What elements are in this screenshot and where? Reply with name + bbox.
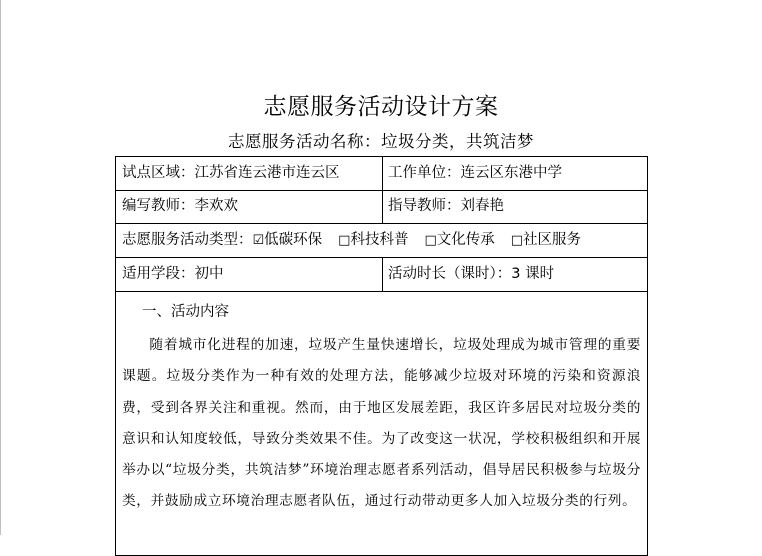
activity-type-option-label: 低碳环保 <box>264 232 323 248</box>
activity-type-cell <box>122 230 581 251</box>
content-paragraph: 随着城市化进程的加速，垃圾产生量快速增长，垃圾处理成为城市管理的重要课题。垃圾分类作为一种有效的处理方法，能够减少垃圾对环境的污染和资源浪费，受到各界关注和重视。然而，由于地区发展差距，我区许多居民对垃圾分类的意识和认知度较低，导致分类效果不佳。为了改变这一状况，学校积极组织和开展举办以“垃圾分类，共筑洁梦”环境治理志愿者系列活动，倡导居民积极参与垃圾分类，并鼓励成立环境治理志愿者队伍，通过行动带动更多人加入垃圾分类的行列。 <box>122 337 641 510</box>
table-column-divider <box>382 257 383 292</box>
activity-type-option-label: 社区服务 <box>523 232 582 248</box>
guide-teacher-cell: 指导教师：刘春艳 <box>388 198 504 214</box>
school-level-cell: 适用学段：初中 <box>122 266 224 282</box>
activity-type-option[interactable] <box>253 232 323 248</box>
activity-type-option[interactable] <box>338 232 408 248</box>
table-column-divider <box>382 157 383 224</box>
checkbox-empty-icon: □ <box>424 233 437 248</box>
activity-type-option[interactable] <box>511 232 581 248</box>
author-teacher-cell: 编写教师：李欢欢 <box>122 198 238 214</box>
checkbox-checked-icon: ☑ <box>252 233 265 248</box>
checkbox-empty-icon: □ <box>338 233 351 248</box>
section-heading: 一、活动内容 <box>142 304 229 320</box>
activity-type-label: 志愿服务活动类型： <box>122 232 253 248</box>
work-unit-cell: 工作单位：连云区东港中学 <box>388 165 562 181</box>
duration-cell: 活动时长（课时）：3 课时 <box>388 266 555 282</box>
activity-type-option[interactable] <box>424 232 494 248</box>
form-table <box>115 156 648 556</box>
page-edge <box>0 0 1 535</box>
checkbox-empty-icon: □ <box>510 233 524 248</box>
document-title: 志愿服务活动设计方案 <box>263 94 499 120</box>
activity-type-option-label: 文化传承 <box>436 232 495 248</box>
region-cell: 试点区域：江苏省连云港市连云区 <box>122 165 340 181</box>
activity-type-option-label: 科技科普 <box>350 232 409 248</box>
document-subtitle: 志愿服务活动名称：垃圾分类，共筑洁梦 <box>228 132 534 151</box>
